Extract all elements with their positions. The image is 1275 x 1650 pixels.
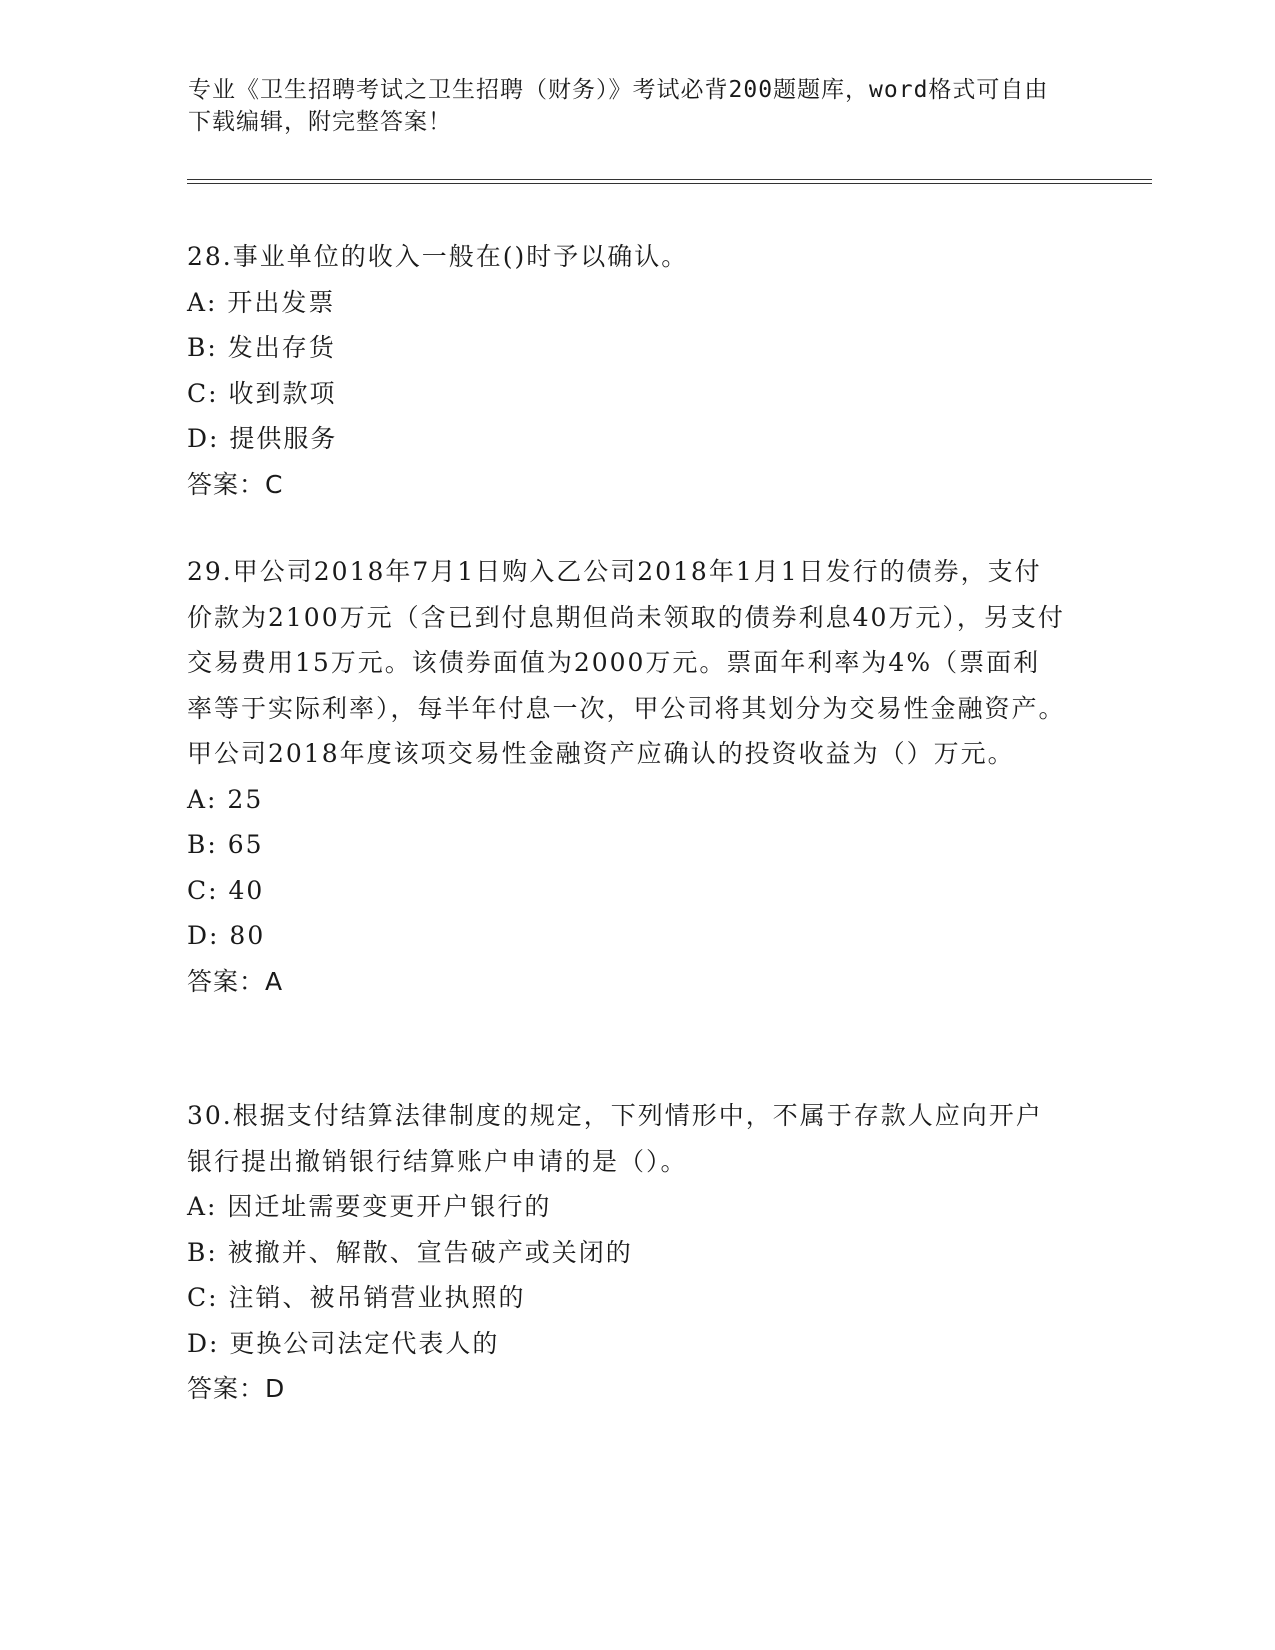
option-a: A: 因迁址需要变更开户银行的 (187, 1192, 552, 1221)
question-30 (187, 1093, 1067, 1412)
question-28 (187, 234, 1067, 507)
answer: 答案：A (187, 966, 284, 996)
option-d: D: 80 (187, 921, 266, 950)
option-b: B: 65 (187, 830, 264, 859)
option-c: C: 收到款项 (187, 378, 337, 408)
option-c: C: 40 (187, 875, 265, 905)
option-a: A: 25 (187, 784, 264, 814)
question-29 (187, 549, 1067, 1004)
option-b: B: 被撤并、解散、宣告破产或关闭的 (187, 1237, 633, 1267)
question-stem: 30.根据支付结算法律制度的规定，下列情形中，不属于存款人应向开户银行提出撤销银行结算账户申请的是（）。 (187, 1101, 1043, 1176)
document-header: 专业《卫生招聘考试之卫生招聘（财务）》考试必背200题题库，word格式可自由下载编辑，附完整答案！ (188, 77, 1049, 135)
answer: 答案：D (187, 1374, 286, 1403)
option-d: D: 提供服务 (187, 424, 338, 453)
option-c: C: 注销、被吊销营业执照的 (187, 1283, 526, 1312)
option-b: B: 发出存货 (187, 333, 336, 362)
answer: 答案：C (187, 469, 284, 499)
option-a: A: 开出发票 (187, 287, 336, 317)
question-stem: 29.甲公司2018年7月1日购入乙公司2018年1月1日发行的债券，支付价款为2100万元（含已到付息期但尚未领取的债券利息40万元），另支付交易费用15万元。该债券面值为2000万元。票面年利率为4%（票面利率等于实际利率），每半年付息一次，甲公司将其划分为交易性金融资产。甲公司2018年度该项交易性金融资产应确认的投资收益为（）万元。 (187, 557, 1066, 768)
question-stem: 28.事业单位的收入一般在()时予以确认。 (187, 242, 689, 271)
option-d: D: 更换公司法定代表人的 (187, 1328, 500, 1358)
header-divider-top (187, 179, 1152, 180)
header-divider-bottom (187, 183, 1152, 184)
